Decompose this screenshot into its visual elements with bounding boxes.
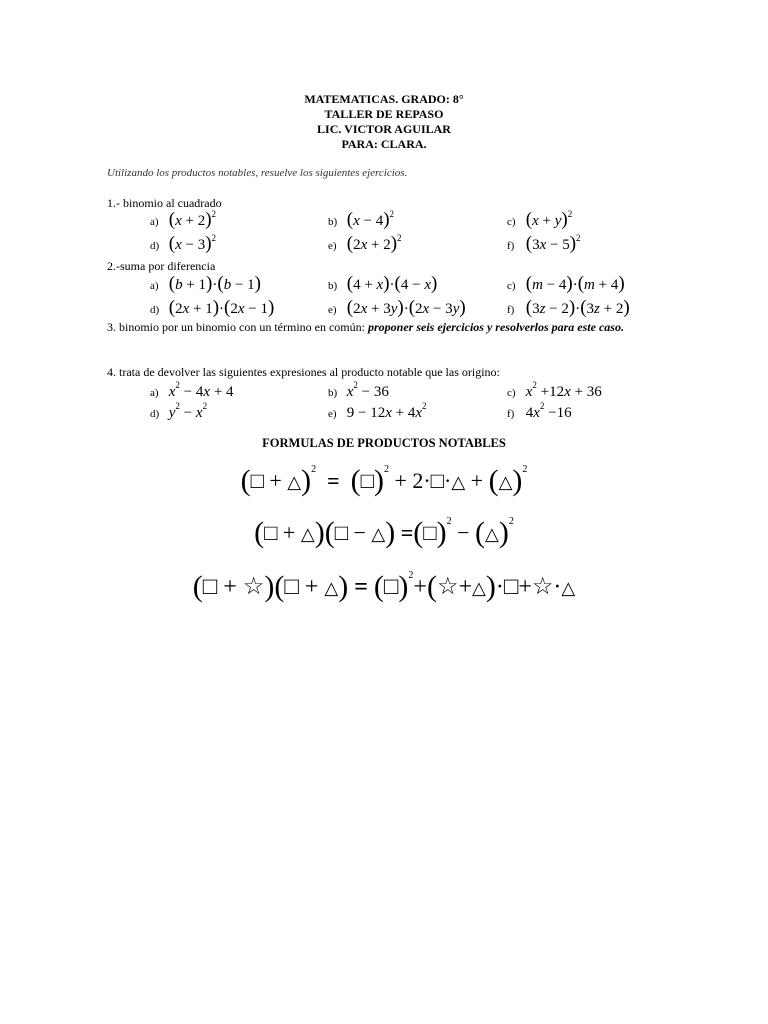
exercise-4a: a) $x^2 - 4x + 4$	[150, 380, 234, 400]
formula-sum-by-difference: (□ + △)(□ − △) =(□)$^2$ − (△)$^2$	[254, 516, 514, 549]
instructions: Utilizando los productos notables, resuelve los siguientes ejercicios.	[107, 167, 408, 179]
exercise-2b: b) (4 + x)·(4 − x)	[328, 273, 438, 294]
formulas-title: FORMULAS DE PRODUCTOS NOTABLES	[262, 436, 506, 450]
exercise-4f: f) $4x^2 -16$	[507, 401, 572, 421]
exercise-1e: e) $(2x + 2)^2$	[328, 233, 402, 254]
exercise-4b: b) $x^2 - 36$	[328, 380, 389, 400]
exercise-4d: d) $y^2 - x^2$	[150, 401, 208, 421]
exercise-2c: c) (m − 4)·(m + 4)	[507, 273, 625, 294]
exercise-2e: e) (2x + 3y)·(2x − 3y)	[328, 297, 466, 318]
header-line-1: MATEMATICAS. GRADO: 8°	[304, 92, 464, 106]
exercise-1f: f) $(3x - 5)^2$	[507, 233, 581, 254]
exercise-4c: c) $x^2 +12x + 36$	[507, 380, 602, 400]
exercise-2f: f) (3z − 2)·(3z + 2)	[507, 297, 630, 318]
exercise-2d: d) (2x + 1)·(2x − 1)	[150, 297, 275, 318]
section-4-title: 4. trata de devolver las siguientes expresiones al producto notable que las origino:	[107, 365, 500, 379]
exercise-4e: e) $9 - 12x + 4x^2$	[328, 401, 427, 421]
section-3-title: 3. binomio por un binomio con un término en común: proponer seis ejercicios y resolverlos para este caso.	[107, 320, 624, 334]
section-2-title: 2.-suma por diferencia	[107, 259, 216, 273]
header-line-3: LIC. VICTOR AGUILAR	[317, 122, 451, 136]
formula-common-term: (□ + ☆)(□ + △) = (□)$^2$+(☆+△)·□+☆·△	[192, 570, 576, 603]
document-header	[0, 92, 768, 152]
section-1-title: 1.- binomio al cuadrado	[107, 196, 222, 210]
exercise-1d: d) $(x - 3)^2$	[150, 233, 217, 254]
section-3-instruction: proponer seis ejercicios y resolverlos para este caso.	[367, 320, 624, 334]
exercise-1a: a) $(x + 2)^2$	[150, 209, 217, 230]
exercise-1b: b) $(x - 4)^2$	[328, 209, 395, 230]
header-line-4: PARA: CLARA.	[341, 137, 427, 151]
exercise-1c: c) $(x + y)^2$	[507, 209, 573, 230]
formula-square-of-binomial: (□ + △)$^2$ = (□)$^2$ + 2·□·△ + (△)$^2$	[240, 464, 528, 497]
header-line-2: TALLER DE REPASO	[324, 107, 444, 121]
exercise-2a: a) (b + 1)·(b − 1)	[150, 273, 261, 294]
